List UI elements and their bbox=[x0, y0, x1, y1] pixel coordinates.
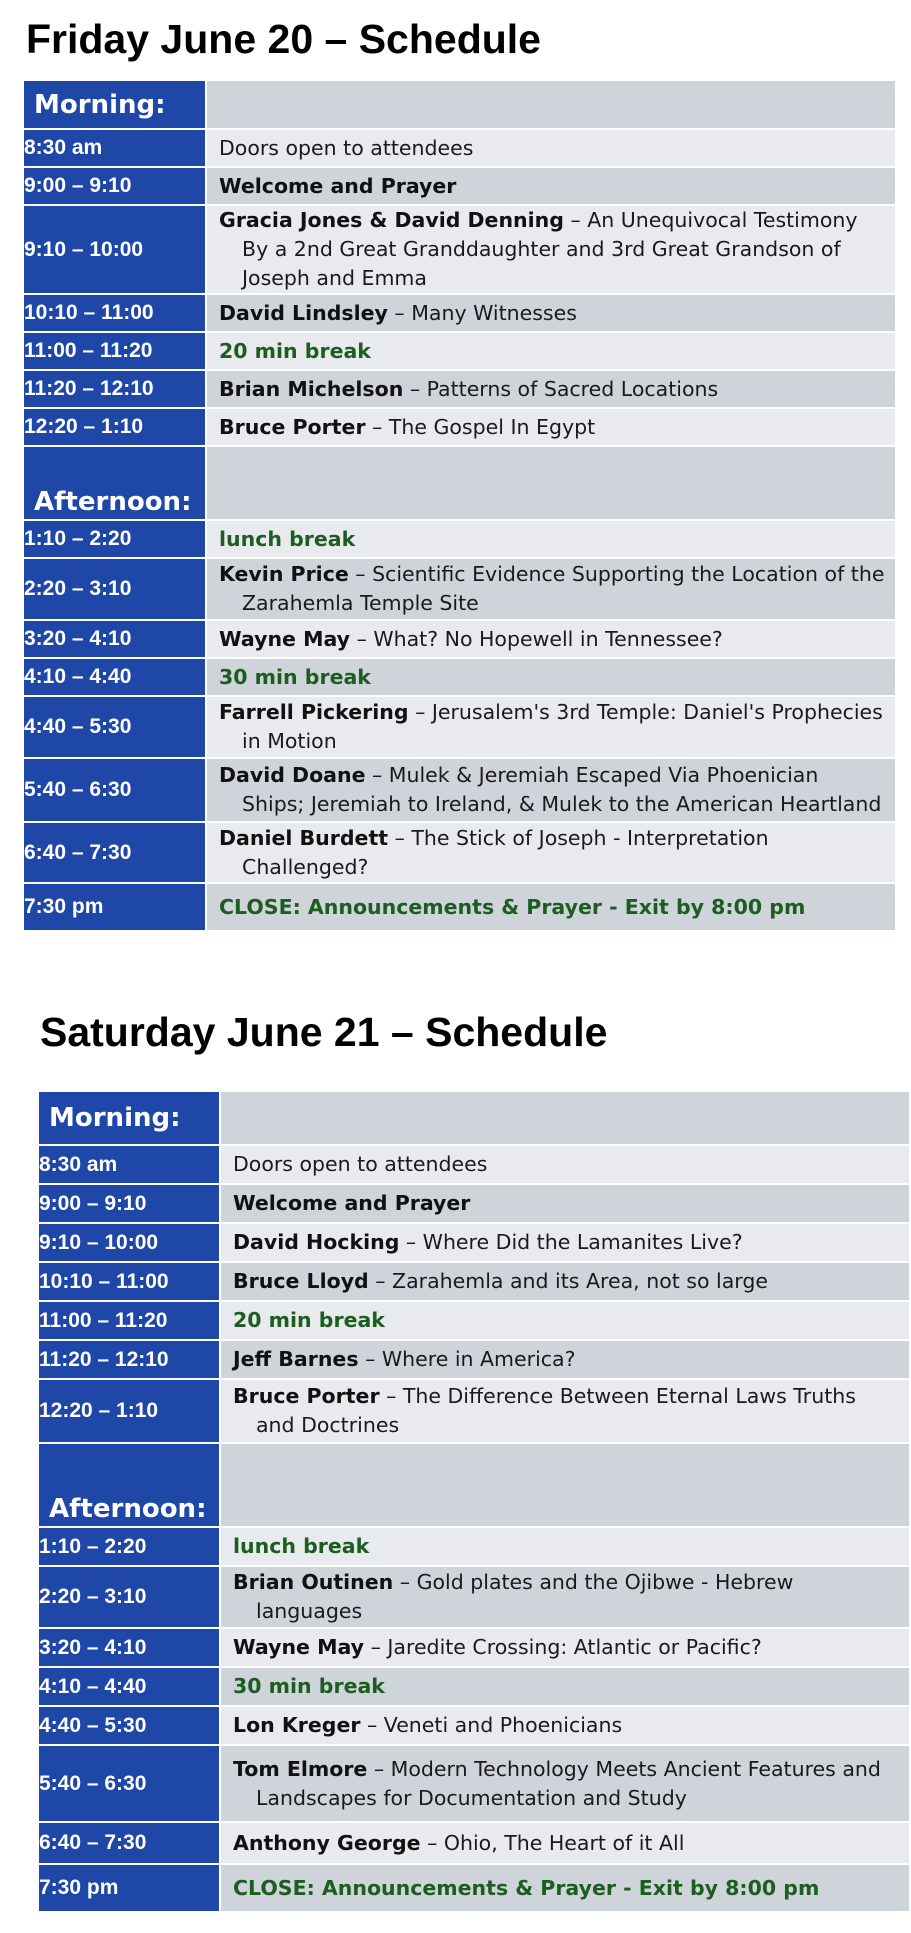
break-label: 20 min break bbox=[233, 1308, 385, 1332]
schedule-row bbox=[39, 1184, 909, 1223]
session-description: Doors open to attendees bbox=[233, 1152, 488, 1176]
schedule-row bbox=[24, 129, 895, 167]
schedule-row bbox=[24, 205, 895, 294]
session-cell bbox=[220, 1628, 909, 1667]
schedule-row bbox=[39, 1301, 909, 1340]
separator-dash: – bbox=[368, 1269, 393, 1293]
session-description: Doors open to attendees bbox=[219, 135, 474, 160]
speaker-name: David Lindsley bbox=[219, 300, 388, 325]
separator-dash: – bbox=[387, 300, 412, 325]
session-cell bbox=[220, 1527, 909, 1566]
session-cell bbox=[206, 822, 895, 883]
separator-dash: – bbox=[348, 562, 373, 586]
schedule-row bbox=[39, 1566, 909, 1628]
time-slot: 9:00 – 9:10 bbox=[39, 1184, 220, 1223]
separator-dash: – bbox=[403, 376, 427, 401]
separator-dash: – bbox=[367, 1756, 391, 1781]
session-cell bbox=[206, 332, 895, 370]
session-cell bbox=[220, 1822, 909, 1864]
session-text bbox=[207, 824, 895, 882]
break-label: CLOSE: Announcements & Prayer - Exit by 8:00 pm bbox=[233, 1875, 820, 1900]
talk-title: Scientific Evidence Supporting the Location of the Zarahemla Temple Site bbox=[242, 562, 885, 615]
speaker-name: Brian Michelson bbox=[219, 376, 404, 401]
speaker-name: Wayne May bbox=[233, 1635, 365, 1659]
talk-title: Many Witnesses bbox=[411, 300, 577, 325]
separator-dash: – bbox=[388, 825, 412, 850]
speaker-name: Wayne May bbox=[219, 626, 351, 651]
section-spacer bbox=[220, 1443, 909, 1527]
speaker-name: Tom Elmore bbox=[233, 1756, 368, 1781]
talk-title: Patterns of Sacred Locations bbox=[426, 376, 719, 401]
session-cell bbox=[206, 294, 895, 332]
welcome-label: Welcome and Prayer bbox=[233, 1191, 471, 1215]
speaker-name: Farrell Pickering bbox=[219, 700, 409, 724]
separator-dash: – bbox=[350, 626, 374, 651]
session-text bbox=[221, 1711, 909, 1740]
session-cell bbox=[220, 1566, 909, 1628]
session-cell bbox=[206, 408, 895, 446]
time-slot: 8:30 am bbox=[39, 1145, 220, 1184]
session-text bbox=[221, 1829, 909, 1858]
time-slot: 5:40 – 6:30 bbox=[24, 758, 206, 822]
session-text bbox=[207, 134, 895, 163]
time-slot: 8:30 am bbox=[24, 129, 206, 167]
session-text bbox=[221, 1874, 909, 1903]
session-text bbox=[221, 1189, 909, 1218]
time-slot: 10:10 – 11:00 bbox=[24, 294, 206, 332]
session-text bbox=[221, 1267, 909, 1296]
time-slot: 2:20 – 3:10 bbox=[39, 1566, 220, 1628]
session-text bbox=[221, 1228, 909, 1257]
session-text bbox=[207, 337, 895, 366]
time-slot: 3:20 – 4:10 bbox=[24, 620, 206, 658]
break-label: 20 min break bbox=[219, 338, 371, 363]
session-text bbox=[221, 1382, 909, 1440]
session-text bbox=[221, 1633, 909, 1662]
session-cell bbox=[206, 558, 895, 620]
schedule-row bbox=[24, 883, 895, 931]
section-spacer bbox=[206, 81, 895, 129]
schedule-row bbox=[24, 558, 895, 620]
section-label: Afternoon: bbox=[24, 446, 206, 520]
speaker-name: Gracia Jones & David Denning bbox=[219, 208, 564, 232]
separator-dash: – bbox=[408, 700, 432, 724]
speaker-name: Kevin Price bbox=[219, 562, 349, 586]
session-text bbox=[207, 698, 895, 756]
talk-title: Where in America? bbox=[381, 1347, 576, 1371]
schedule-row bbox=[39, 1745, 909, 1822]
session-text bbox=[207, 375, 895, 404]
time-slot: 10:10 – 11:00 bbox=[39, 1262, 220, 1301]
session-cell bbox=[206, 520, 895, 558]
break-label: lunch break bbox=[219, 526, 356, 551]
talk-title: Gold plates and the Ojibwe - Hebrew languages bbox=[256, 1570, 794, 1623]
session-cell bbox=[220, 1745, 909, 1822]
schedule-row bbox=[24, 167, 895, 205]
welcome-label: Welcome and Prayer bbox=[219, 173, 457, 198]
break-label: 30 min break bbox=[219, 664, 371, 689]
session-text bbox=[221, 1532, 909, 1561]
session-text bbox=[221, 1306, 909, 1335]
session-text bbox=[207, 413, 895, 442]
talk-title: Modern Technology Meets Ancient Features and Landscapes for Documentation and Study bbox=[256, 1756, 881, 1810]
break-label: lunch break bbox=[233, 1534, 370, 1558]
saturday-schedule-title: Saturday June 21 – Schedule bbox=[40, 1009, 608, 1055]
session-cell bbox=[220, 1184, 909, 1223]
time-slot: 11:00 – 11:20 bbox=[24, 332, 206, 370]
session-cell bbox=[220, 1864, 909, 1912]
section-spacer bbox=[206, 446, 895, 520]
talk-title: Mulek & Jeremiah Escaped Via Phoenician Ships; Jeremiah to Ireland, & Mulek to the American Heartland bbox=[242, 763, 882, 816]
session-text bbox=[221, 1150, 909, 1179]
time-slot: 4:40 – 5:30 bbox=[24, 696, 206, 758]
talk-title: The Stick of Joseph - Interpretation Challenged? bbox=[242, 825, 769, 879]
time-slot: 9:00 – 9:10 bbox=[24, 167, 206, 205]
section-row bbox=[39, 1443, 909, 1527]
schedule-row bbox=[39, 1262, 909, 1301]
session-cell bbox=[220, 1379, 909, 1443]
time-slot: 1:10 – 2:20 bbox=[24, 520, 206, 558]
separator-dash: – bbox=[358, 1347, 382, 1371]
separator-dash: – bbox=[364, 1635, 388, 1659]
session-text bbox=[207, 525, 895, 554]
session-text bbox=[207, 172, 895, 201]
schedule-row bbox=[24, 696, 895, 758]
section-row bbox=[24, 446, 895, 520]
section-label: Afternoon: bbox=[39, 1443, 220, 1527]
section-row bbox=[24, 81, 895, 129]
talk-title: Where Did the Lamanites Live? bbox=[422, 1230, 743, 1254]
talk-title: Veneti and Phoenicians bbox=[383, 1713, 623, 1737]
session-cell bbox=[220, 1667, 909, 1706]
schedule-row bbox=[24, 758, 895, 822]
saturday-schedule-table bbox=[39, 1092, 909, 1913]
time-slot: 7:30 pm bbox=[39, 1864, 220, 1912]
talk-title: The Gospel In Egypt bbox=[388, 414, 596, 439]
session-text bbox=[207, 761, 895, 819]
talk-title: An Unequivocal Testimony By a 2nd Great Granddaughter and 3rd Great Grandson of Joseph and Emma bbox=[242, 208, 858, 290]
separator-dash: – bbox=[420, 1830, 444, 1855]
session-text bbox=[207, 206, 895, 293]
speaker-name: Bruce Porter bbox=[233, 1384, 380, 1408]
session-text bbox=[207, 299, 895, 328]
separator-dash: – bbox=[365, 763, 389, 787]
time-slot: 2:20 – 3:10 bbox=[24, 558, 206, 620]
schedule-row bbox=[24, 658, 895, 696]
schedule-row bbox=[24, 294, 895, 332]
time-slot: 4:40 – 5:30 bbox=[39, 1706, 220, 1745]
separator-dash: – bbox=[563, 208, 588, 232]
schedule-row bbox=[39, 1628, 909, 1667]
session-cell bbox=[206, 620, 895, 658]
schedule-row bbox=[24, 370, 895, 408]
session-cell bbox=[220, 1223, 909, 1262]
time-slot: 11:20 – 12:10 bbox=[39, 1340, 220, 1379]
session-cell bbox=[220, 1301, 909, 1340]
talk-title: What? No Hopewell in Tennessee? bbox=[373, 626, 723, 651]
time-slot: 11:20 – 12:10 bbox=[24, 370, 206, 408]
schedule-row bbox=[39, 1340, 909, 1379]
speaker-name: Daniel Burdett bbox=[219, 825, 389, 850]
schedule-row bbox=[39, 1667, 909, 1706]
time-slot: 9:10 – 10:00 bbox=[39, 1223, 220, 1262]
talk-title: The Difference Between Eternal Laws Truths and Doctrines bbox=[256, 1384, 856, 1437]
time-slot: 9:10 – 10:00 bbox=[24, 205, 206, 294]
schedule-row bbox=[24, 620, 895, 658]
session-cell bbox=[206, 129, 895, 167]
schedule-row bbox=[39, 1223, 909, 1262]
session-text bbox=[221, 1755, 909, 1813]
time-slot: 12:20 – 1:10 bbox=[39, 1379, 220, 1443]
talk-title: Jaredite Crossing: Atlantic or Pacific? bbox=[387, 1635, 762, 1659]
time-slot: 11:00 – 11:20 bbox=[39, 1301, 220, 1340]
schedule-row bbox=[24, 332, 895, 370]
time-slot: 4:10 – 4:40 bbox=[24, 658, 206, 696]
break-label: CLOSE: Announcements & Prayer - Exit by 8:00 pm bbox=[219, 894, 806, 919]
schedule-row bbox=[24, 822, 895, 883]
session-cell bbox=[206, 883, 895, 931]
session-cell bbox=[206, 696, 895, 758]
session-cell bbox=[206, 758, 895, 822]
talk-title: Ohio, The Heart of it All bbox=[443, 1830, 685, 1855]
speaker-name: Lon Kreger bbox=[233, 1713, 361, 1737]
speaker-name: David Doane bbox=[219, 763, 366, 787]
speaker-name: Bruce Lloyd bbox=[233, 1269, 369, 1293]
speaker-name: Brian Outinen bbox=[233, 1570, 394, 1594]
time-slot: 12:20 – 1:10 bbox=[24, 408, 206, 446]
section-label: Morning: bbox=[24, 81, 206, 129]
schedule-row bbox=[24, 408, 895, 446]
speaker-name: David Hocking bbox=[233, 1230, 400, 1254]
session-text bbox=[221, 1568, 909, 1626]
schedule-row bbox=[39, 1145, 909, 1184]
time-slot: 3:20 – 4:10 bbox=[39, 1628, 220, 1667]
session-cell bbox=[220, 1340, 909, 1379]
session-cell bbox=[220, 1706, 909, 1745]
session-cell bbox=[220, 1145, 909, 1184]
schedule-row bbox=[39, 1527, 909, 1566]
speaker-name: Jeff Barnes bbox=[233, 1347, 359, 1371]
session-text bbox=[207, 625, 895, 654]
separator-dash: – bbox=[379, 1384, 403, 1408]
session-cell bbox=[206, 658, 895, 696]
speaker-name: Anthony George bbox=[233, 1830, 421, 1855]
speaker-name: Bruce Porter bbox=[219, 414, 366, 439]
separator-dash: – bbox=[360, 1713, 384, 1737]
separator-dash: – bbox=[393, 1570, 417, 1594]
session-cell bbox=[220, 1262, 909, 1301]
schedule-row bbox=[39, 1379, 909, 1443]
session-text bbox=[221, 1672, 909, 1701]
schedule-row bbox=[39, 1822, 909, 1864]
friday-schedule-title: Friday June 20 – Schedule bbox=[26, 16, 541, 62]
separator-dash: – bbox=[365, 414, 389, 439]
section-row bbox=[39, 1092, 909, 1145]
session-text bbox=[207, 893, 895, 922]
break-label: 30 min break bbox=[233, 1674, 385, 1698]
time-slot: 1:10 – 2:20 bbox=[39, 1527, 220, 1566]
section-spacer bbox=[220, 1092, 909, 1145]
talk-title: Zarahemla and its Area, not so large bbox=[392, 1269, 768, 1293]
friday-schedule-table bbox=[24, 81, 895, 932]
section-label: Morning: bbox=[39, 1092, 220, 1145]
separator-dash: – bbox=[399, 1230, 423, 1254]
session-text bbox=[221, 1345, 909, 1374]
session-text bbox=[207, 663, 895, 692]
talk-title: Jerusalem's 3rd Temple: Daniel's Prophecies in Motion bbox=[242, 700, 883, 753]
time-slot: 7:30 pm bbox=[24, 883, 206, 931]
session-cell bbox=[206, 167, 895, 205]
schedule-row bbox=[39, 1706, 909, 1745]
session-cell bbox=[206, 205, 895, 294]
time-slot: 5:40 – 6:30 bbox=[39, 1745, 220, 1822]
schedule-row bbox=[39, 1864, 909, 1912]
schedule-row bbox=[24, 520, 895, 558]
session-text bbox=[207, 560, 895, 618]
time-slot: 6:40 – 7:30 bbox=[39, 1822, 220, 1864]
time-slot: 6:40 – 7:30 bbox=[24, 822, 206, 883]
time-slot: 4:10 – 4:40 bbox=[39, 1667, 220, 1706]
session-cell bbox=[206, 370, 895, 408]
